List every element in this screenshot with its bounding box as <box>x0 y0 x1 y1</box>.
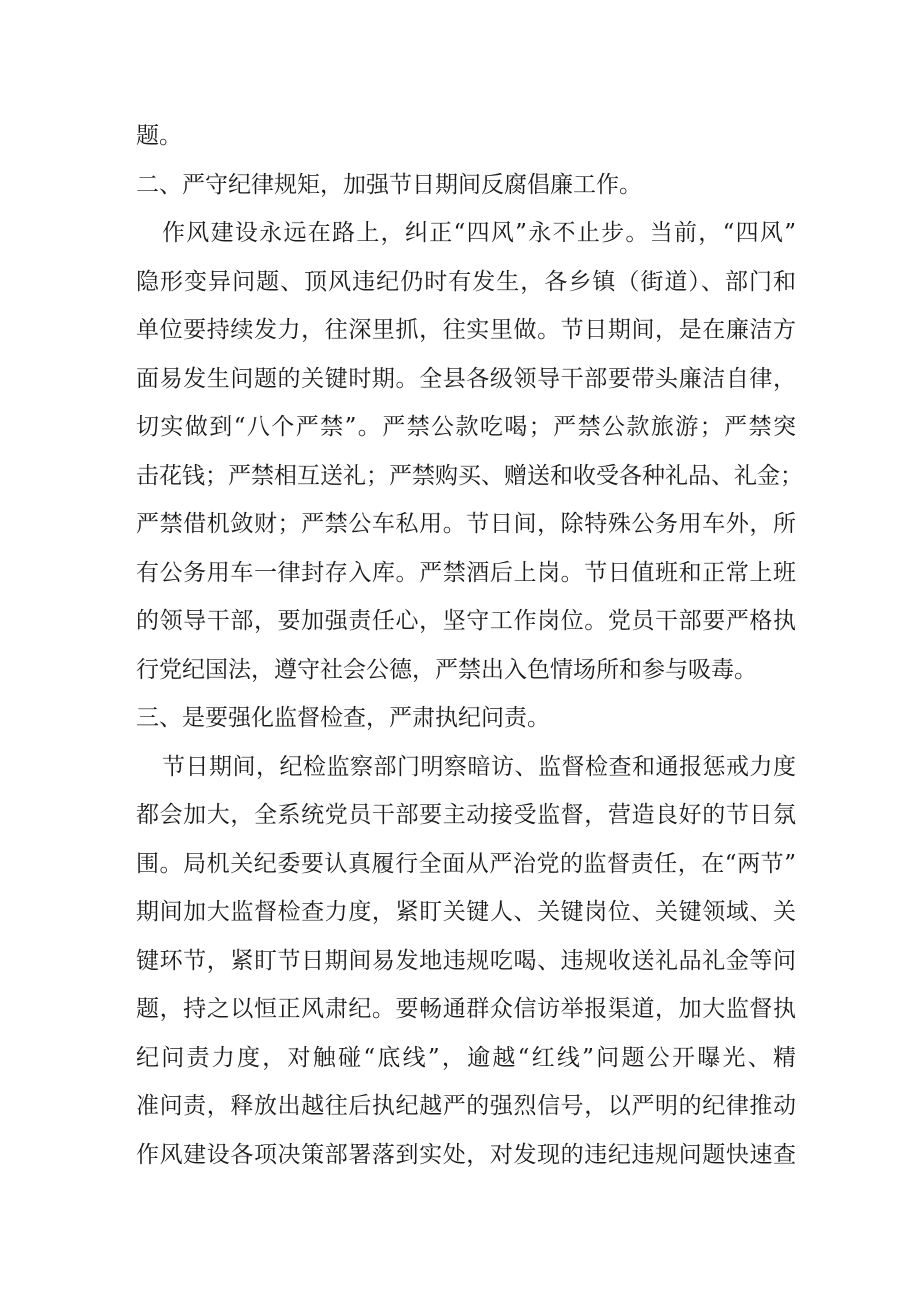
paragraph-line: 行党纪国法，遵守社会公德，严禁出入色情场所和参与吸毒。 <box>136 656 757 683</box>
paragraph-line: 作风建设永远在路上，纠正“四风”永不止步。当前，“四风” <box>162 220 796 246</box>
paragraph-line: 都会加大，全系统党员干部要主动接受监督，营造良好的节日氛 <box>136 802 796 828</box>
paragraph-line: 键环节，紧盯节日期间易发地违规吃喝、违规收送礼品礼金等问 <box>136 947 796 974</box>
paragraph-line: 严禁借机敛财；严禁公车私用。节日间，除特殊公务用车外，所 <box>136 511 796 537</box>
paragraph-continuation: 题。 <box>136 123 182 149</box>
section-heading: 二、严守纪律规矩，加强节日期间反腐倡廉工作。 <box>136 171 642 198</box>
paragraph-line: 切实做到“八个严禁”。严禁公款吃喝；严禁公款旅游；严禁突 <box>136 414 796 440</box>
paragraph-line: 的领导干部，要加强责任心，坚守工作岗位。党员干部要严格执 <box>136 608 796 634</box>
paragraph-line: 作风建设各项决策部署落到实处，对发现的违纪违规问题快速查 <box>136 1141 796 1168</box>
section-heading: 三、是要强化监督检查，严肃执纪问责。 <box>136 705 550 731</box>
paragraph-line: 准问责，释放出越往后执纪越严的强烈信号，以严明的纪律推动 <box>136 1093 796 1119</box>
document-body <box>136 112 803 1179</box>
paragraph-line: 面易发生问题的关键时期。全县各级领导干部要带头廉洁自律， <box>136 365 796 392</box>
paragraph-line: 纪问责力度，对触碰“底线”，逾越“红线”问题公开曝光、精 <box>136 1044 796 1071</box>
paragraph-line: 隐形变异问题、顶风违纪仍时有发生，各乡镇（街道）、部门和 <box>136 268 796 295</box>
paragraph-line: 击花钱；严禁相互送礼；严禁购买、赠送和收受各种礼品、礼金； <box>136 462 803 489</box>
paragraph-line: 单位要持续发力，往深里抓，往实里做。节日期间，是在廉洁方 <box>136 317 796 343</box>
paragraph-line: 有公务用车一律封存入库。严禁酒后上岗。节日值班和正常上班 <box>136 559 796 586</box>
paragraph-line: 题，持之以恒正风肃纪。要畅通群众信访举报渠道，加大监督执 <box>136 996 796 1022</box>
paragraph-line: 节日期间，纪检监察部门明察暗访、监督检查和通报惩戒力度 <box>162 753 796 780</box>
paragraph-line: 期间加大监督检查力度，紧盯关键人、关键岗位、关键领域、关 <box>136 899 796 925</box>
paragraph-line: 围。局机关纪委要认真履行全面从严治党的监督责任，在“两节” <box>136 850 796 877</box>
